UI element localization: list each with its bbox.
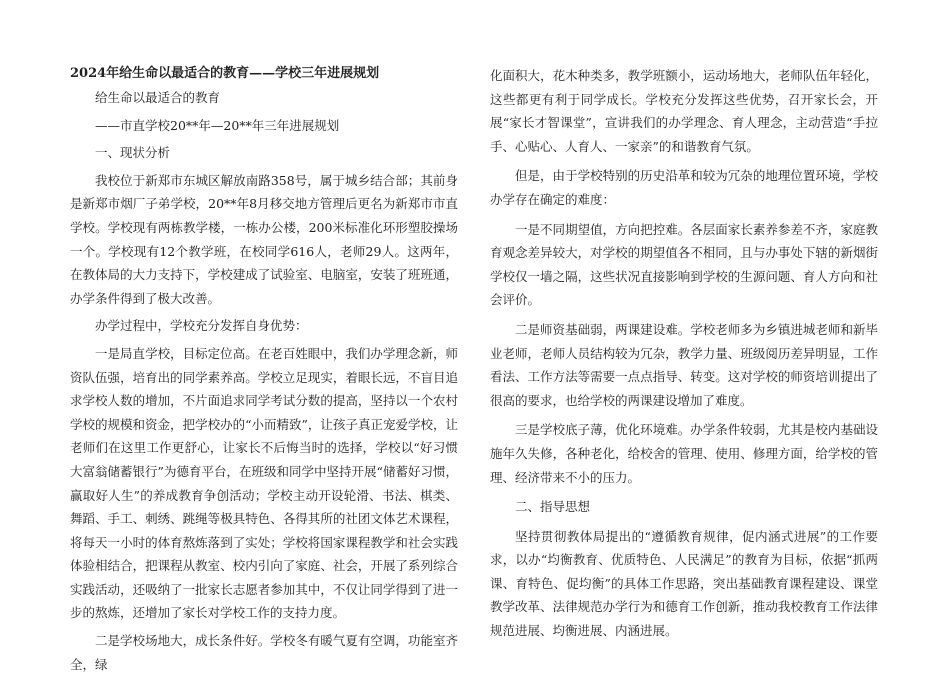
paragraph: 办学过程中，学校充分发挥自身优势： <box>95 318 308 334</box>
left-column <box>70 62 458 676</box>
document-title: 2024年给生命以最适合的教育——学校三年进展规划 <box>70 66 380 81</box>
subtitle: 给生命以最适合的教育 <box>95 90 221 105</box>
paragraph: 但是，由于学校特别的历史沿革和较为冗杂的地理位置环境，学校办学存在确定的难度： <box>490 168 878 207</box>
paragraph: 二是师资基础弱，两课建设难。学校老师多为乡镇进城老师和新毕业老师，老师人员结构较为冗杂，教学力量、班级阅历差异明显，工作看法、工作方法等需要一点点指导、转变。这对学校的师资培训提出了很高的要求，也给学校的两课建设增加了难度。 <box>490 321 878 408</box>
paragraph-continued: 化面积大，花木种类多，教学班额小，运动场地大，老师队伍年轻化，这些都更有利于同学成长。学校充分发挥这些优势，召开家长会，开展“家长才智课堂”，宣讲我们的办学理念、育人理念，主动营造“手拉手、心贴心、人育人、一家亲”的和谐教育气氛。 <box>490 68 878 154</box>
paragraph: 一是局直学校，目标定位高。在老百姓眼中，我们办学理念新，师资队伍强，培育出的同学素养高。学校立足现实，着眼长远，不盲目追求学校人数的增加，不片面追求同学考试分数的提高，坚持以一个农村学校的规模和资金，把学校办的“小而精致”，让孩子真正宠爱学校，让老师们在这里工作更舒心，让家长不后悔当时的选择，学校以“好习惯大富翁储蓄银行”为德育平台，在班级和同学中坚持开展“储蓄好习惯，赢取好人生”的养成教育争创活动；学校主动开设轮滑、书法、棋类、舞蹈、手工、刺绣、跳绳等极具特色、各得其所的社团文体艺术课程，将每天一小时的体育熬炼落到了实处；学校将国家课程教学和社会实践体验相结合，把课程从教室、校内引向了家庭、社会，开展了系列综合实践活动，还吸纳了一批家长志愿者参加其中，不仅让同学得到了进一步的熬炼，还增加了家长对学校工作的支持力度。 <box>70 345 458 621</box>
paragraph: 我校位于新郑市东城区解放南路358号，属于城乡结合部；其前身是新郑市烟厂子弟学校，20**年8月移交地方管理后更名为新郑市市直学校。学校现有两栋教学楼，一栋办公楼，200米标准化环形塑胶操场一个。学校现有12个教学班，在校同学616人，老师29人。这两年，在教体局的大力支持下，学校建成了试验室、电脑室，安装了班班通，办学条件得到了极大改善。 <box>70 172 458 306</box>
paragraph: 二是学校场地大，成长条件好。学校冬有暖气夏有空调，功能室齐全，绿 <box>70 633 458 672</box>
paragraph: 三是学校底子薄，优化环境难。办学条件较弱，尤其是校内基础设施年久失修，各种老化，给校舍的管理、使用、修理方面，给学校的管理、经济带来不小的压力。 <box>490 422 878 485</box>
section-heading-guidance: 二、指导思想 <box>515 499 591 515</box>
section-heading-status: 一、现状分析 <box>95 145 171 161</box>
paragraph: 坚持贯彻教体局提出的“遵循教育规律，促内涵式进展”的工作要求，以办“均衡教育、优质特色、人民满足”的教育为目标，依据“抓两课、育特色、促均衡”的具体工作思路，突出基础教育课程建设、课堂教学改革、法律规范办学行为和德育工作创新，推动我校教育工作法律规范进展、均衡进展、内涵进展。 <box>490 528 878 639</box>
paragraph: 一是不同期望值，方向把控难。各层面家长素养参差不齐，家庭教育观念差异较大，对学校的期望值各不相同，且与办事处下辖的新烟街学校仅一墙之隔，这些状况直接影响到学校的生源问题、育人方向和社会评价。 <box>490 221 878 308</box>
subtitle-plan: ——市直学校20**年—20**年三年进展规划 <box>95 117 340 133</box>
right-column <box>490 64 878 643</box>
